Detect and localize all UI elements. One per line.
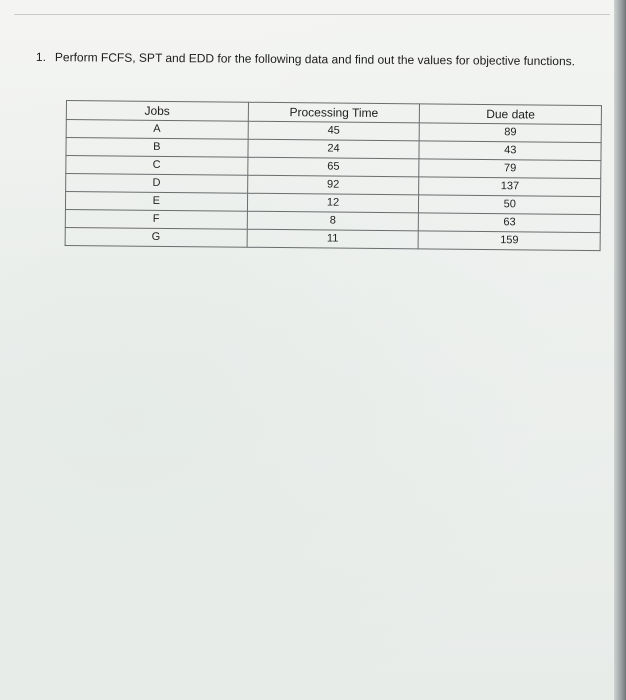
header-due-date: Due date: [420, 104, 602, 125]
table-row: [65, 227, 600, 250]
header-processing-time: Processing Time: [248, 102, 420, 123]
cell-due-date: 89: [420, 123, 602, 143]
cell-processing-time: 24: [247, 139, 419, 159]
cell-job: A: [66, 120, 248, 140]
cell-processing-time: 8: [247, 211, 419, 231]
cell-processing-time: 45: [248, 121, 420, 141]
monitor-bezel-edge: [614, 0, 626, 700]
question-line: [36, 50, 616, 69]
cell-processing-time: 65: [247, 157, 419, 177]
question-text: Perform FCFS, SPT and EDD for the following data and find out the values for objective functions.: [54, 50, 576, 69]
cell-due-date: 79: [419, 159, 601, 179]
cell-job: F: [65, 209, 247, 229]
top-divider: [14, 14, 610, 15]
cell-job: G: [65, 227, 247, 247]
cell-due-date: 63: [419, 213, 601, 233]
cell-job: E: [65, 192, 247, 212]
cell-due-date: 50: [419, 195, 601, 215]
cell-due-date: 137: [419, 177, 601, 197]
header-jobs: Jobs: [66, 101, 248, 122]
cell-due-date: 159: [419, 231, 601, 251]
cell-processing-time: 11: [247, 229, 419, 249]
cell-processing-time: 12: [247, 193, 419, 213]
cell-job: D: [66, 174, 248, 194]
question-number: 1.: [35, 50, 47, 65]
job-data-table: [65, 100, 602, 251]
cell-processing-time: 92: [247, 175, 419, 195]
cell-job: C: [66, 156, 248, 176]
cell-due-date: 43: [419, 141, 601, 161]
cell-job: B: [66, 138, 248, 158]
